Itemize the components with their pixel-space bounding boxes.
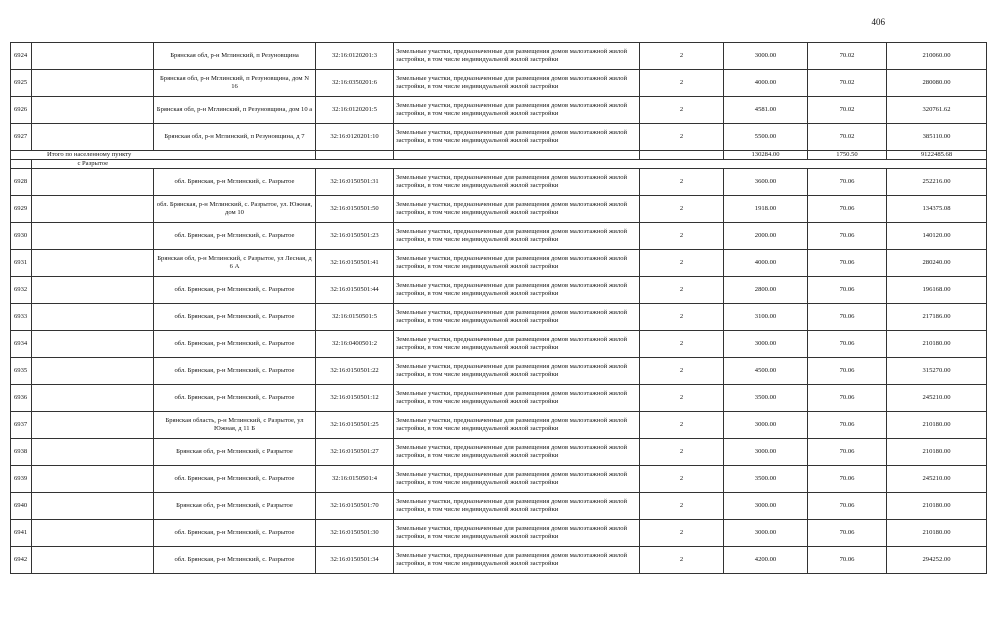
row-rate: 70.06 bbox=[808, 439, 887, 466]
row-address: обл. Брянская, р-н Мглинский, с. Разрытое bbox=[154, 547, 316, 574]
row-value: 252216.00 bbox=[887, 169, 987, 196]
row-value: 320761.62 bbox=[887, 97, 987, 124]
table-row bbox=[11, 43, 987, 70]
row-address: Брянская обл, р-н Мглинский, с Разрытое, ул Лесная, д 6 А bbox=[154, 250, 316, 277]
row-value: 210180.00 bbox=[887, 412, 987, 439]
row-spacer bbox=[32, 196, 154, 223]
row-area: 3100.00 bbox=[724, 304, 808, 331]
row-spacer bbox=[32, 466, 154, 493]
row-cadastral-number: 32:16:0150501:31 bbox=[316, 169, 394, 196]
table-row bbox=[11, 412, 987, 439]
row-spacer bbox=[32, 223, 154, 250]
row-description: Земельные участки, предназначенные для размещения домов малоэтажной жилой застройки, в том числе индивидуальной жилой застройки bbox=[394, 97, 640, 124]
row-cadastral-number: 32:16:0150501:27 bbox=[316, 439, 394, 466]
row-area: 4000.00 bbox=[724, 70, 808, 97]
row-area: 3500.00 bbox=[724, 385, 808, 412]
row-rate: 70.02 bbox=[808, 124, 887, 151]
row-area: 3000.00 bbox=[724, 331, 808, 358]
row-spacer bbox=[32, 520, 154, 547]
row-area: 3500.00 bbox=[724, 466, 808, 493]
row-id: 6933 bbox=[11, 304, 32, 331]
row-cadastral-number: 32:16:0150501:23 bbox=[316, 223, 394, 250]
row-rate: 70.06 bbox=[808, 331, 887, 358]
row-description: Земельные участки, предназначенные для размещения домов малоэтажной жилой застройки, в том числе индивидуальной жилой застройки bbox=[394, 196, 640, 223]
table-body-after bbox=[11, 169, 987, 574]
row-id: 6940 bbox=[11, 493, 32, 520]
row-id: 6927 bbox=[11, 124, 32, 151]
row-description: Земельные участки, предназначенные для размещения домов малоэтажной жилой застройки, в том числе индивидуальной жилой застройки bbox=[394, 169, 640, 196]
row-group: 2 bbox=[640, 43, 724, 70]
row-cadastral-number: 32:16:0150501:4 bbox=[316, 466, 394, 493]
row-cadastral-number: 32:16:0150501:30 bbox=[316, 520, 394, 547]
row-address: обл. Брянская, р-н Мглинский, с. Разрытое bbox=[154, 520, 316, 547]
page-number: 406 bbox=[871, 17, 885, 27]
row-description: Земельные участки, предназначенные для размещения домов малоэтажной жилой застройки, в том числе индивидуальной жилой застройки bbox=[394, 466, 640, 493]
row-description: Земельные участки, предназначенные для размещения домов малоэтажной жилой застройки, в том числе индивидуальной жилой застройки bbox=[394, 385, 640, 412]
row-address: Брянская обл, р-н Мглинский, п Резуновщина bbox=[154, 43, 316, 70]
row-value: 134375.08 bbox=[887, 196, 987, 223]
table-row bbox=[11, 304, 987, 331]
row-address: обл. Брянская, р-н Мглинский, с. Разрытое, ул. Южная, дом 10 bbox=[154, 196, 316, 223]
row-description: Земельные участки, предназначенные для размещения домов малоэтажной жилой застройки, в том числе индивидуальной жилой застройки bbox=[394, 547, 640, 574]
row-spacer bbox=[32, 124, 154, 151]
row-group: 2 bbox=[640, 466, 724, 493]
row-description: Земельные участки, предназначенные для размещения домов малоэтажной жилой застройки, в том числе индивидуальной жилой застройки bbox=[394, 304, 640, 331]
section-label: с Разрытое bbox=[32, 160, 154, 169]
row-description: Земельные участки, предназначенные для размещения домов малоэтажной жилой застройки, в том числе индивидуальной жилой застройки bbox=[394, 250, 640, 277]
row-group: 2 bbox=[640, 277, 724, 304]
subtotal-empty-cad bbox=[316, 151, 394, 160]
row-id: 6931 bbox=[11, 250, 32, 277]
row-area: 1918.00 bbox=[724, 196, 808, 223]
row-address: обл. Брянская, р-н Мглинский, с. Разрытое bbox=[154, 304, 316, 331]
table-row bbox=[11, 97, 987, 124]
row-rate: 70.02 bbox=[808, 70, 887, 97]
table-row bbox=[11, 493, 987, 520]
row-value: 217186.00 bbox=[887, 304, 987, 331]
row-cadastral-number: 32:16:0150501:34 bbox=[316, 547, 394, 574]
row-address: обл. Брянская, р-н Мглинский, с. Разрытое bbox=[154, 331, 316, 358]
row-cadastral-number: 32:16:0120201:5 bbox=[316, 97, 394, 124]
table-row bbox=[11, 223, 987, 250]
row-id: 6930 bbox=[11, 223, 32, 250]
table-row bbox=[11, 385, 987, 412]
table-row bbox=[11, 124, 987, 151]
row-rate: 70.06 bbox=[808, 196, 887, 223]
row-id: 6937 bbox=[11, 412, 32, 439]
row-cadastral-number: 32:16:0120201:10 bbox=[316, 124, 394, 151]
table-row bbox=[11, 547, 987, 574]
row-value: 280080.00 bbox=[887, 70, 987, 97]
row-spacer bbox=[32, 169, 154, 196]
row-group: 2 bbox=[640, 439, 724, 466]
row-group: 2 bbox=[640, 250, 724, 277]
subtotal-empty-group bbox=[640, 151, 724, 160]
row-rate: 70.06 bbox=[808, 385, 887, 412]
row-rate: 70.06 bbox=[808, 412, 887, 439]
row-rate: 70.06 bbox=[808, 520, 887, 547]
row-address: обл. Брянская, р-н Мглинский, с. Разрытое bbox=[154, 169, 316, 196]
row-spacer bbox=[32, 439, 154, 466]
table-row bbox=[11, 277, 987, 304]
table-row bbox=[11, 70, 987, 97]
row-group: 2 bbox=[640, 547, 724, 574]
row-area: 3000.00 bbox=[724, 412, 808, 439]
row-rate: 70.06 bbox=[808, 277, 887, 304]
row-description: Земельные участки, предназначенные для размещения домов малоэтажной жилой застройки, в том числе индивидуальной жилой застройки bbox=[394, 412, 640, 439]
row-area: 3000.00 bbox=[724, 520, 808, 547]
row-id: 6929 bbox=[11, 196, 32, 223]
row-value: 210180.00 bbox=[887, 439, 987, 466]
section-empty-id bbox=[11, 160, 32, 169]
row-address: обл. Брянская, р-н Мглинский, с. Разрытое bbox=[154, 466, 316, 493]
row-id: 6938 bbox=[11, 439, 32, 466]
row-description: Земельные участки, предназначенные для размещения домов малоэтажной жилой застройки, в том числе индивидуальной жилой застройки bbox=[394, 493, 640, 520]
table-row bbox=[11, 358, 987, 385]
row-group: 2 bbox=[640, 520, 724, 547]
row-value: 315270.00 bbox=[887, 358, 987, 385]
row-group: 2 bbox=[640, 97, 724, 124]
land-plots-table bbox=[10, 42, 987, 574]
table-row bbox=[11, 196, 987, 223]
row-value: 210180.00 bbox=[887, 520, 987, 547]
row-rate: 70.02 bbox=[808, 97, 887, 124]
row-group: 2 bbox=[640, 304, 724, 331]
row-group: 2 bbox=[640, 412, 724, 439]
row-value: 245210.00 bbox=[887, 466, 987, 493]
row-id: 6932 bbox=[11, 277, 32, 304]
row-group: 2 bbox=[640, 358, 724, 385]
row-description: Земельные участки, предназначенные для размещения домов малоэтажной жилой застройки, в том числе индивидуальной жилой застройки bbox=[394, 520, 640, 547]
row-address: Брянская обл, р-н Мглинский, с Разрытое bbox=[154, 439, 316, 466]
row-group: 2 bbox=[640, 169, 724, 196]
row-area: 4581.00 bbox=[724, 97, 808, 124]
row-spacer bbox=[32, 493, 154, 520]
row-group: 2 bbox=[640, 196, 724, 223]
row-address: обл. Брянская, р-н Мглинский, с. Разрытое bbox=[154, 277, 316, 304]
row-id: 6928 bbox=[11, 169, 32, 196]
row-area: 5500.00 bbox=[724, 124, 808, 151]
row-area: 4000.00 bbox=[724, 250, 808, 277]
table-row bbox=[11, 331, 987, 358]
row-rate: 70.06 bbox=[808, 493, 887, 520]
subtotal-rate: 1750.50 bbox=[808, 151, 887, 160]
row-area: 3000.00 bbox=[724, 439, 808, 466]
row-value: 210180.00 bbox=[887, 493, 987, 520]
row-value: 245210.00 bbox=[887, 385, 987, 412]
row-group: 2 bbox=[640, 124, 724, 151]
row-rate: 70.06 bbox=[808, 466, 887, 493]
row-cadastral-number: 32:16:0150501:41 bbox=[316, 250, 394, 277]
row-area: 2000.00 bbox=[724, 223, 808, 250]
row-id: 6942 bbox=[11, 547, 32, 574]
row-cadastral-number: 32:16:0350201:6 bbox=[316, 70, 394, 97]
row-spacer bbox=[32, 385, 154, 412]
row-id: 6941 bbox=[11, 520, 32, 547]
subtotal-value: 9122485.68 bbox=[887, 151, 987, 160]
row-description: Земельные участки, предназначенные для размещения домов малоэтажной жилой застройки, в том числе индивидуальной жилой застройки bbox=[394, 43, 640, 70]
table-body-before bbox=[11, 43, 987, 151]
row-id: 6924 bbox=[11, 43, 32, 70]
row-description: Земельные участки, предназначенные для размещения домов малоэтажной жилой застройки, в том числе индивидуальной жилой застройки bbox=[394, 358, 640, 385]
row-id: 6935 bbox=[11, 358, 32, 385]
row-area: 4500.00 bbox=[724, 358, 808, 385]
subtotal-body bbox=[11, 151, 987, 169]
row-address: Брянская область, р-н Мглинский, с Разрытое, ул Южная, д 11 Б bbox=[154, 412, 316, 439]
table-row bbox=[11, 466, 987, 493]
row-spacer bbox=[32, 43, 154, 70]
row-group: 2 bbox=[640, 493, 724, 520]
row-description: Земельные участки, предназначенные для размещения домов малоэтажной жилой застройки, в том числе индивидуальной жилой застройки bbox=[394, 331, 640, 358]
row-value: 210060.00 bbox=[887, 43, 987, 70]
row-area: 3000.00 bbox=[724, 493, 808, 520]
table-row bbox=[11, 169, 987, 196]
row-area: 3600.00 bbox=[724, 169, 808, 196]
section-empty bbox=[154, 160, 987, 169]
row-spacer bbox=[32, 304, 154, 331]
row-address: Брянская обл, р-н Мглинский, п Резуновщина, дом N 16 bbox=[154, 70, 316, 97]
row-spacer bbox=[32, 97, 154, 124]
row-description: Земельные участки, предназначенные для размещения домов малоэтажной жилой застройки, в том числе индивидуальной жилой застройки bbox=[394, 277, 640, 304]
row-value: 196168.00 bbox=[887, 277, 987, 304]
row-group: 2 bbox=[640, 223, 724, 250]
row-rate: 70.06 bbox=[808, 547, 887, 574]
row-rate: 70.06 bbox=[808, 358, 887, 385]
row-id: 6939 bbox=[11, 466, 32, 493]
row-description: Земельные участки, предназначенные для размещения домов малоэтажной жилой застройки, в том числе индивидуальной жилой застройки bbox=[394, 124, 640, 151]
row-area: 2800.00 bbox=[724, 277, 808, 304]
row-description: Земельные участки, предназначенные для размещения домов малоэтажной жилой застройки, в том числе индивидуальной жилой застройки bbox=[394, 439, 640, 466]
row-value: 280240.00 bbox=[887, 250, 987, 277]
row-spacer bbox=[32, 412, 154, 439]
subtotal-area: 130284.00 bbox=[724, 151, 808, 160]
row-value: 140120.00 bbox=[887, 223, 987, 250]
row-spacer bbox=[32, 70, 154, 97]
row-group: 2 bbox=[640, 70, 724, 97]
row-cadastral-number: 32:16:0150501:5 bbox=[316, 304, 394, 331]
row-id: 6925 bbox=[11, 70, 32, 97]
row-cadastral-number: 32:16:0150501:12 bbox=[316, 385, 394, 412]
row-value: 385110.00 bbox=[887, 124, 987, 151]
row-spacer bbox=[32, 250, 154, 277]
row-area: 3000.00 bbox=[724, 43, 808, 70]
row-description: Земельные участки, предназначенные для размещения домов малоэтажной жилой застройки, в том числе индивидуальной жилой застройки bbox=[394, 70, 640, 97]
subtotal-empty-desc bbox=[394, 151, 640, 160]
row-rate: 70.06 bbox=[808, 223, 887, 250]
row-address: обл. Брянская, р-н Мглинский, с. Разрытое bbox=[154, 223, 316, 250]
row-address: Брянская обл, р-н Мглинский, п Резуновщина, дом 10 а bbox=[154, 97, 316, 124]
row-cadastral-number: 32:16:0150501:44 bbox=[316, 277, 394, 304]
row-cadastral-number: 32:16:0150501:70 bbox=[316, 493, 394, 520]
row-address: Брянская обл, р-н Мглинский, п Резуновщина, д 7 bbox=[154, 124, 316, 151]
row-spacer bbox=[32, 358, 154, 385]
row-group: 2 bbox=[640, 385, 724, 412]
row-id: 6934 bbox=[11, 331, 32, 358]
row-cadastral-number: 32:16:0120201:3 bbox=[316, 43, 394, 70]
row-spacer bbox=[32, 277, 154, 304]
row-value: 294252.00 bbox=[887, 547, 987, 574]
table-row bbox=[11, 439, 987, 466]
row-description: Земельные участки, предназначенные для размещения домов малоэтажной жилой застройки, в том числе индивидуальной жилой застройки bbox=[394, 223, 640, 250]
row-cadastral-number: 32:16:0400501:2 bbox=[316, 331, 394, 358]
row-rate: 70.02 bbox=[808, 43, 887, 70]
row-address: обл. Брянская, р-н Мглинский, с. Разрытое bbox=[154, 385, 316, 412]
section-row bbox=[11, 160, 987, 169]
row-rate: 70.06 bbox=[808, 169, 887, 196]
row-id: 6936 bbox=[11, 385, 32, 412]
row-rate: 70.06 bbox=[808, 250, 887, 277]
row-cadastral-number: 32:16:0150501:22 bbox=[316, 358, 394, 385]
table-row bbox=[11, 520, 987, 547]
row-cadastral-number: 32:16:0150501:50 bbox=[316, 196, 394, 223]
subtotal-label: Итого по населенному пункту bbox=[11, 151, 316, 160]
row-spacer bbox=[32, 331, 154, 358]
row-address: Брянская обл, р-н Мглинский, с Разрытое bbox=[154, 493, 316, 520]
row-rate: 70.06 bbox=[808, 304, 887, 331]
row-address: обл. Брянская, р-н Мглинский, с. Разрытое bbox=[154, 358, 316, 385]
subtotal-row bbox=[11, 151, 987, 160]
table-row bbox=[11, 250, 987, 277]
row-spacer bbox=[32, 547, 154, 574]
row-area: 4200.00 bbox=[724, 547, 808, 574]
row-group: 2 bbox=[640, 331, 724, 358]
row-value: 210180.00 bbox=[887, 331, 987, 358]
row-id: 6926 bbox=[11, 97, 32, 124]
row-cadastral-number: 32:16:0150501:25 bbox=[316, 412, 394, 439]
